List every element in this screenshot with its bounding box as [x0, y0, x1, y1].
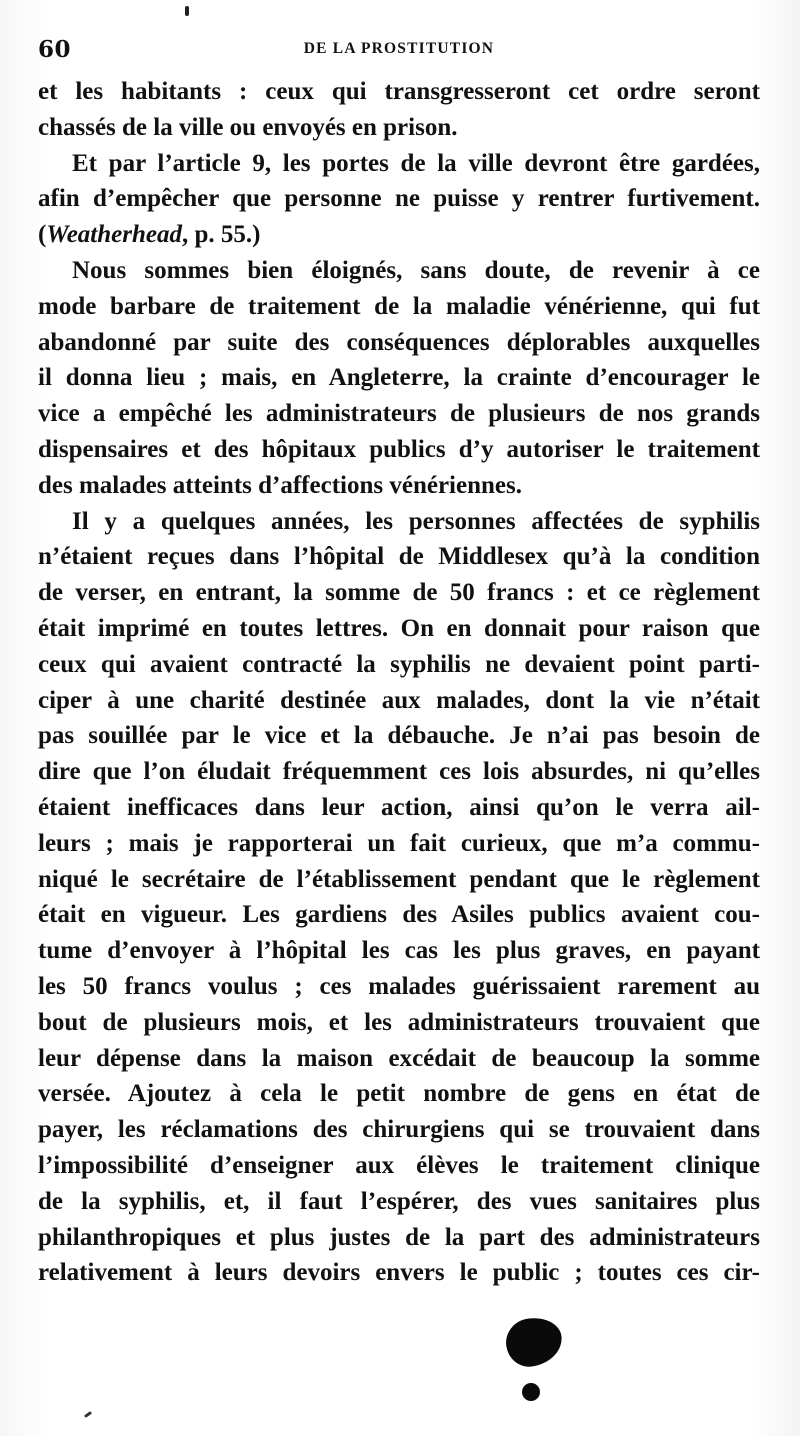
running-title: DE LA PROSTITUTION [303, 40, 495, 57]
text-line: philanthropiques et plus justes de la part des administrateurs [38, 1223, 760, 1251]
pen-mark [84, 1411, 92, 1418]
text-line: était imprimé en toutes lettres. On en donnait pour raison que [38, 614, 760, 642]
ink-blot [503, 1314, 565, 1369]
text-line: abandonné par suite des conséquences déplorables auxquelles [38, 328, 760, 356]
page-number: 60 [38, 36, 72, 63]
text-line: il donna lieu ; mais, en Angleterre, la crainte d’encourager le [38, 364, 760, 392]
text-line: était en vigueur. Les gardiens des Asiles publics avaient cou- [38, 901, 760, 929]
text-line: étaient inefficaces dans leur action, ainsi qu’on le verra ail- [38, 793, 760, 821]
text-line: leur dépense dans la maison excédait de beaucoup la somme [38, 1044, 760, 1072]
text-line: dire que l’on éludait fréquemment ces lois absurdes, ni qu’elles [38, 758, 760, 786]
text-line: des malades atteints d’affections vénériennes. [38, 471, 522, 499]
text-line: leurs ; mais je rapporterai un fait curieux, que m’a commu- [38, 829, 760, 857]
text-line: tume d’envoyer à l’hôpital les cas les plus graves, en payant [38, 937, 760, 965]
text-line: pas souillée par le vice et la débauche. Je n’ai pas besoin de [38, 722, 760, 750]
text-line: n’étaient reçues dans l’hôpital de Middlesex qu’à la condition [38, 543, 760, 571]
text-line: chassés de la ville ou envoyés en prison. [38, 113, 458, 141]
citation-line: (Weatherhead, p. 55.) [38, 221, 261, 249]
paragraph-start-line: Et par l’article 9, les portes de la ville devront être gardées, [72, 149, 760, 177]
text-line: bout de plusieurs mois, et les administrateurs trouvaient que [38, 1008, 760, 1036]
text-line: de la syphilis, et, il faut l’espérer, des vues sanitaires plus [38, 1187, 760, 1215]
text-line: payer, les réclamations des chirurgiens qui se trouvaient dans [38, 1116, 760, 1144]
text-line: dispensaires et des hôpitaux publics d’y autoriser le traitement [38, 435, 760, 463]
paragraph-start-line: Nous sommes bien éloignés, sans doute, de revenir à ce [72, 256, 760, 284]
text-line: les 50 francs voulus ; ces malades guérissaient rarement au [38, 972, 760, 1000]
text-line: afin d’empêcher que personne ne puisse y rentrer furtivement. [38, 185, 760, 213]
stray-ink-mark [185, 6, 189, 16]
text-line: versée. Ajoutez à cela le petit nombre de gens en état de [38, 1080, 760, 1108]
text-line: vice a empêché les administrateurs de plusieurs de nos grands [38, 400, 760, 428]
text-line: et les habitants : ceux qui transgresseront cet ordre seront [38, 78, 760, 105]
text-line: niqué le secrétaire de l’établissement pendant que le règlement [38, 865, 760, 893]
page-body [38, 74, 760, 1291]
paragraph-start-line: Il y a quelques années, les personnes affectées de syphilis [72, 507, 760, 535]
text-line: l’impossibilité d’enseigner aux élèves le traitement clinique [38, 1151, 760, 1179]
text-line: relativement à leurs devoirs envers le public ; toutes ces cir- [38, 1259, 760, 1287]
text-line: ceux qui avaient contracté la syphilis ne devaient point parti- [38, 650, 760, 678]
ink-drop [522, 1383, 540, 1401]
text-line: ciper à une charité destinée aux malades, dont la vie n’était [38, 686, 760, 714]
text-line: de verser, en entrant, la somme de 50 francs : et ce règlement [38, 579, 760, 607]
citation-author: Weatherhead [46, 221, 182, 249]
text-line: mode barbare de traitement de la maladie vénérienne, qui fut [38, 292, 760, 320]
page-header [38, 36, 760, 66]
